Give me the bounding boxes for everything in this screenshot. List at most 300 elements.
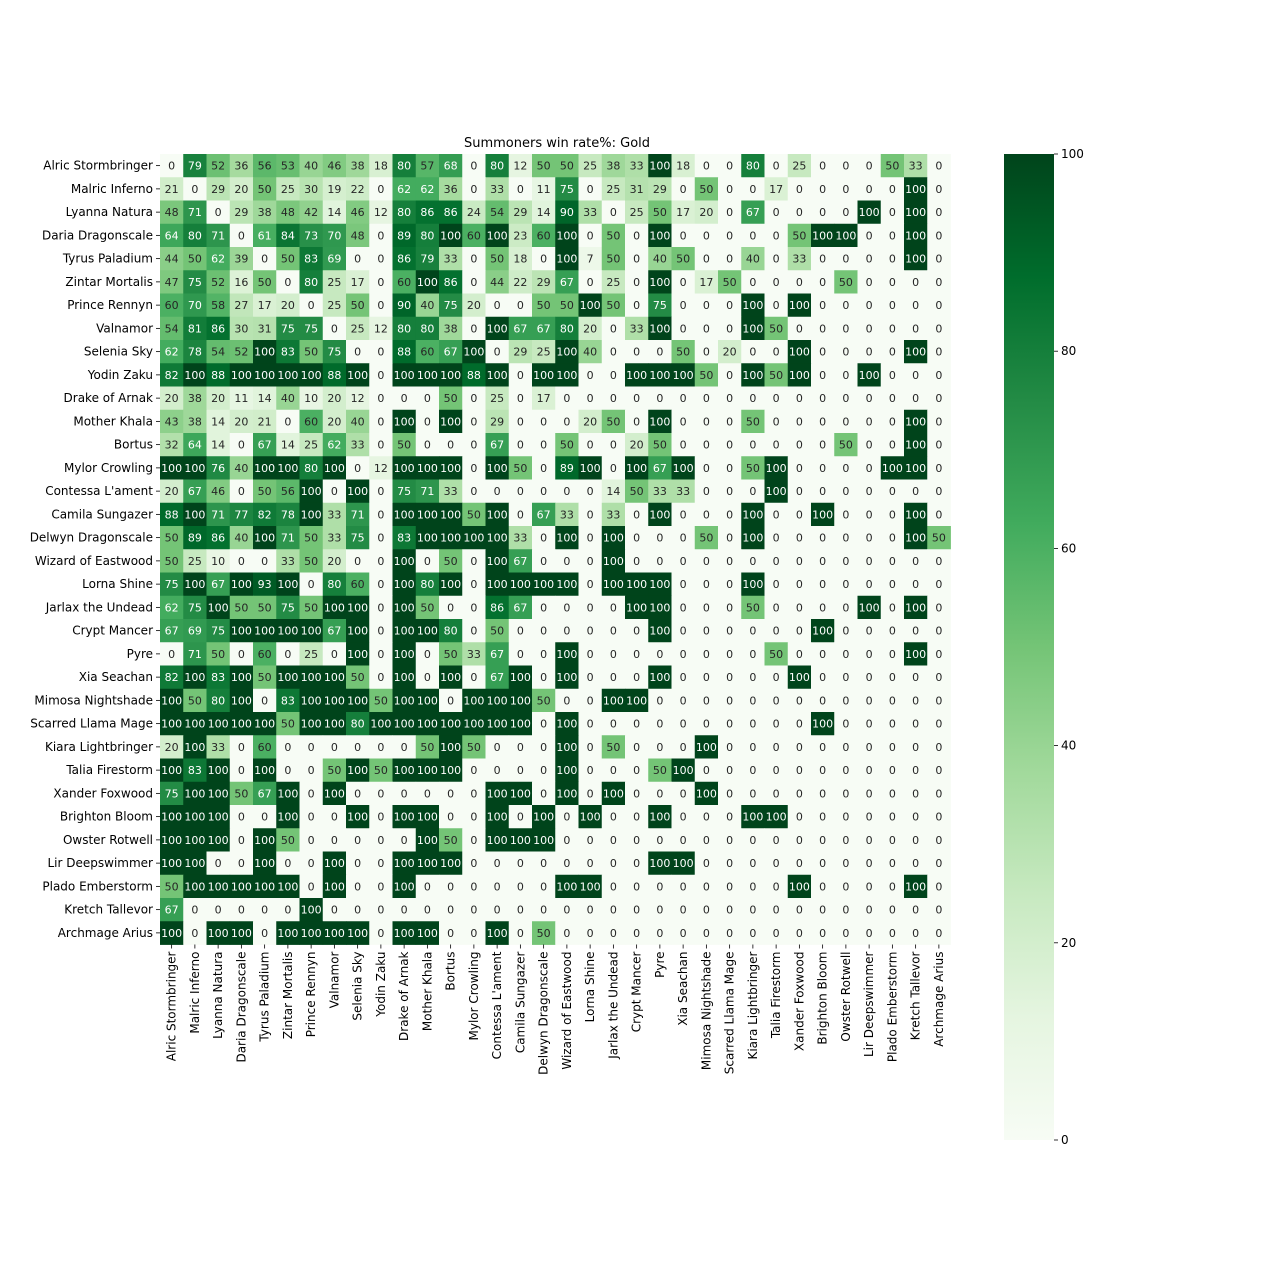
cell-value-label: 0	[307, 299, 315, 313]
column-label: Mylor Crowling	[466, 951, 481, 1041]
cell-value-label: 100	[626, 578, 648, 592]
cell-value-label: 60	[397, 275, 412, 289]
cell-value-label: 0	[470, 415, 478, 429]
cell-value-label: 100	[486, 531, 508, 545]
cell-value-label: 50	[629, 485, 644, 499]
cell-value-label: 100	[207, 601, 229, 615]
cell-value-label: 0	[912, 368, 920, 382]
cell-value-label: 88	[327, 368, 342, 382]
cell-value-label: 100	[742, 810, 764, 824]
cell-value-label: 100	[509, 787, 531, 801]
cell-value-label: 0	[261, 810, 269, 824]
cell-value-label: 0	[865, 438, 873, 452]
cell-value-label: 0	[819, 345, 827, 359]
cell-value-label: 100	[347, 601, 369, 615]
cell-value-label: 0	[749, 857, 757, 871]
cell-value-label: 33	[513, 531, 528, 545]
cell-value-label: 0	[377, 182, 385, 196]
cell-value-label: 0	[586, 275, 594, 289]
cell-value-label: 0	[470, 903, 478, 917]
cell-value-label: 50	[443, 554, 458, 568]
cell-value-label: 80	[327, 578, 342, 592]
cell-value-label: 64	[164, 229, 179, 243]
cell-value-label: 0	[749, 438, 757, 452]
cell-value-label: 100	[300, 717, 322, 731]
heatmap-cells	[160, 154, 951, 945]
cell-value-label: 76	[211, 461, 226, 475]
cell-value-label: 0	[330, 833, 338, 847]
cell-value-label: 17	[699, 275, 714, 289]
cell-value-label: 100	[649, 322, 671, 336]
cell-value-label: 0	[586, 671, 594, 685]
cell-value-label: 0	[935, 159, 943, 173]
cell-value-label: 100	[579, 810, 601, 824]
cell-value-label: 100	[486, 322, 508, 336]
cell-value-label: 0	[912, 833, 920, 847]
cell-value-label: 100	[230, 717, 252, 731]
cell-value-label: 0	[516, 485, 524, 499]
cell-value-label: 33	[327, 508, 342, 522]
cell-value-label: 0	[679, 833, 687, 847]
cell-value-label: 0	[935, 717, 943, 731]
cell-value-label: 0	[935, 647, 943, 661]
cell-value-label: 0	[609, 601, 617, 615]
cell-value-label: 0	[888, 880, 896, 894]
cell-value-label: 100	[905, 182, 927, 196]
cell-value-label: 0	[935, 694, 943, 708]
cell-value-label: 0	[470, 880, 478, 894]
cell-value-label: 0	[865, 926, 873, 940]
cell-value-label: 12	[373, 322, 388, 336]
cell-value-label: 0	[609, 392, 617, 406]
column-label: Bortus	[443, 951, 458, 991]
cell-value-label: 0	[261, 903, 269, 917]
cell-value-label: 100	[463, 717, 485, 731]
cell-value-label: 100	[742, 531, 764, 545]
cell-value-label: 0	[354, 903, 362, 917]
cell-value-label: 0	[888, 392, 896, 406]
cell-value-label: 0	[912, 485, 920, 499]
cell-value-label: 0	[586, 601, 594, 615]
cell-value-label: 0	[702, 461, 710, 475]
cell-value-label: 0	[749, 880, 757, 894]
cell-value-label: 0	[795, 740, 803, 754]
cell-value-label: 84	[280, 229, 295, 243]
cell-value-label: 100	[556, 880, 578, 894]
cell-value-label: 0	[795, 531, 803, 545]
cell-value-label: 0	[888, 275, 896, 289]
cell-value-label: 48	[164, 206, 179, 220]
cell-value-label: 50	[745, 601, 760, 615]
cell-value-label: 0	[819, 926, 827, 940]
cell-value-label: 0	[935, 299, 943, 313]
cell-value-label: 0	[702, 857, 710, 871]
cell-value-label: 21	[257, 415, 272, 429]
cell-value-label: 0	[702, 578, 710, 592]
cell-value-label: 0	[842, 671, 850, 685]
cell-value-label: 0	[284, 740, 292, 754]
cell-value-label: 0	[795, 392, 803, 406]
cell-value-label: 86	[211, 322, 226, 336]
cell-value-label: 82	[257, 508, 272, 522]
cell-value-label: 0	[586, 508, 594, 522]
cell-value-label: 0	[865, 810, 873, 824]
cell-value-label: 75	[187, 601, 202, 615]
cell-value-label: 0	[842, 624, 850, 638]
row-label: Wizard of Eastwood	[34, 553, 153, 568]
cell-value-label: 50	[257, 671, 272, 685]
cell-value-label: 0	[772, 880, 780, 894]
cell-value-label: 0	[888, 740, 896, 754]
cell-value-label: 100	[230, 624, 252, 638]
cell-value-label: 54	[490, 206, 505, 220]
cell-value-label: 50	[699, 182, 714, 196]
cell-value-label: 100	[161, 694, 183, 708]
cell-value-label: 100	[393, 694, 415, 708]
column-label: Wizard of Eastwood	[559, 951, 574, 1070]
cell-value-label: 25	[350, 322, 365, 336]
cell-value-label: 0	[888, 322, 896, 336]
cell-value-label: 0	[633, 624, 641, 638]
cell-value-label: 56	[280, 485, 295, 499]
cell-value-label: 0	[888, 694, 896, 708]
cell-value-label: 0	[842, 392, 850, 406]
cell-value-label: 50	[164, 554, 179, 568]
column-label: Alric Stormbringer	[164, 951, 179, 1062]
cell-value-label: 0	[191, 182, 199, 196]
cell-value-label: 24	[466, 206, 481, 220]
cell-value-label: 33	[908, 159, 923, 173]
cell-value-label: 0	[865, 578, 873, 592]
cell-value-label: 0	[516, 368, 524, 382]
cell-value-label: 73	[304, 229, 319, 243]
cell-value-label: 80	[420, 229, 435, 243]
cell-value-label: 0	[377, 368, 385, 382]
cell-value-label: 0	[935, 624, 943, 638]
cell-value-label: 0	[772, 159, 780, 173]
cell-value-label: 50	[559, 159, 574, 173]
cell-value-label: 0	[888, 671, 896, 685]
cell-value-label: 20	[164, 740, 179, 754]
column-label: Jarlax the Undead	[606, 951, 621, 1059]
cell-value-label: 100	[486, 508, 508, 522]
cell-value-label: 25	[280, 182, 295, 196]
row-label: Mother Khala	[73, 414, 153, 429]
cell-value-label: 33	[443, 252, 458, 266]
cell-value-label: 0	[795, 461, 803, 475]
cell-value-label: 0	[842, 159, 850, 173]
cell-value-label: 0	[795, 438, 803, 452]
cell-value-label: 100	[393, 717, 415, 731]
cell-value-label: 0	[888, 857, 896, 871]
cell-value-label: 38	[350, 159, 365, 173]
cell-value-label: 40	[304, 159, 319, 173]
cell-value-label: 0	[330, 740, 338, 754]
cell-value-label: 80	[443, 624, 458, 638]
cell-value-label: 0	[935, 601, 943, 615]
cell-value-label: 100	[742, 322, 764, 336]
cell-value-label: 42	[304, 206, 319, 220]
cell-value-label: 30	[234, 322, 249, 336]
column-label: Yodin Zaku	[373, 951, 388, 1017]
column-label: Scarred Llama Mage	[722, 951, 737, 1075]
cell-value-label: 0	[656, 740, 664, 754]
cell-value-label: 100	[393, 857, 415, 871]
cell-value-label: 100	[788, 368, 810, 382]
cell-value-label: 0	[237, 764, 245, 778]
cell-value-label: 100	[323, 717, 345, 731]
cell-value-label: 0	[702, 880, 710, 894]
cell-value-label: 0	[795, 903, 803, 917]
cell-value-label: 100	[440, 229, 462, 243]
cell-value-label: 0	[888, 182, 896, 196]
cell-value-label: 0	[888, 787, 896, 801]
cell-value-label: 0	[772, 903, 780, 917]
cell-value-label: 0	[842, 531, 850, 545]
cell-value-label: 100	[230, 368, 252, 382]
cell-value-label: 0	[470, 624, 478, 638]
cell-value-label: 0	[470, 857, 478, 871]
cell-value-label: 20	[327, 554, 342, 568]
cell-value-label: 0	[307, 810, 315, 824]
cell-value-label: 0	[354, 740, 362, 754]
cell-value-label: 60	[164, 299, 179, 313]
cell-value-label: 0	[772, 926, 780, 940]
cell-value-label: 78	[187, 345, 202, 359]
cell-value-label: 100	[184, 857, 206, 871]
cell-value-label: 0	[377, 903, 385, 917]
cell-value-label: 18	[373, 159, 388, 173]
cell-value-label: 21	[164, 182, 179, 196]
cell-value-label: 0	[470, 275, 478, 289]
cell-value-label: 14	[211, 415, 226, 429]
cell-value-label: 100	[440, 740, 462, 754]
cell-value-label: 0	[470, 554, 478, 568]
cell-value-label: 100	[905, 252, 927, 266]
cell-value-label: 38	[606, 159, 621, 173]
cell-value-label: 0	[772, 206, 780, 220]
cell-value-label: 100	[254, 857, 276, 871]
cell-value-label: 100	[323, 880, 345, 894]
cell-value-label: 0	[795, 601, 803, 615]
cell-value-label: 0	[772, 578, 780, 592]
cell-value-label: 100	[463, 345, 485, 359]
cell-value-label: 0	[679, 322, 687, 336]
cell-value-label: 100	[230, 926, 252, 940]
cell-value-label: 100	[207, 880, 229, 894]
cell-value-label: 40	[280, 392, 295, 406]
cell-value-label: 0	[795, 833, 803, 847]
cell-value-label: 100	[416, 508, 438, 522]
cell-value-label: 33	[466, 647, 481, 661]
cell-value-label: 0	[423, 903, 431, 917]
cell-value-label: 100	[649, 578, 671, 592]
cell-value-label: 100	[440, 717, 462, 731]
cell-value-label: 0	[888, 647, 896, 661]
cell-value-label: 0	[795, 206, 803, 220]
cell-value-label: 50	[536, 299, 551, 313]
cell-value-label: 62	[420, 182, 435, 196]
cell-value-label: 0	[865, 671, 873, 685]
cell-value-label: 50	[257, 182, 272, 196]
cell-value-label: 0	[493, 485, 501, 499]
cell-value-label: 0	[423, 647, 431, 661]
cell-value-label: 0	[819, 275, 827, 289]
cell-value-label: 86	[211, 531, 226, 545]
cell-value-label: 0	[609, 903, 617, 917]
cell-value-label: 0	[377, 810, 385, 824]
cell-value-label: 0	[609, 345, 617, 359]
cell-value-label: 80	[211, 694, 226, 708]
cell-value-label: 0	[307, 857, 315, 871]
cell-value-label: 67	[211, 578, 226, 592]
cell-value-label: 0	[563, 694, 571, 708]
cell-value-label: 100	[300, 903, 322, 917]
cell-value-label: 40	[234, 461, 249, 475]
cell-value-label: 0	[819, 601, 827, 615]
cell-value-label: 20	[699, 206, 714, 220]
cell-value-label: 0	[540, 647, 548, 661]
cell-value-label: 0	[842, 857, 850, 871]
cell-value-label: 0	[726, 182, 734, 196]
row-label: Lorna Shine	[82, 577, 153, 592]
cell-value-label: 40	[234, 531, 249, 545]
cell-value-label: 100	[649, 810, 671, 824]
cell-value-label: 100	[277, 926, 299, 940]
row-label: Lyanna Natura	[65, 205, 153, 220]
cell-value-label: 0	[563, 926, 571, 940]
cell-value-label: 0	[493, 299, 501, 313]
cell-value-label: 0	[912, 903, 920, 917]
cell-value-label: 46	[327, 159, 342, 173]
cell-value-label: 33	[652, 485, 667, 499]
cell-value-label: 67	[327, 624, 342, 638]
cell-value-label: 0	[795, 508, 803, 522]
cell-value-label: 31	[257, 322, 272, 336]
cell-value-label: 0	[912, 392, 920, 406]
cell-value-label: 100	[858, 601, 880, 615]
cell-value-label: 0	[726, 368, 734, 382]
cell-value-label: 50	[676, 252, 691, 266]
cell-value-label: 30	[304, 182, 319, 196]
cell-value-label: 0	[726, 857, 734, 871]
cell-value-label: 88	[397, 345, 412, 359]
cell-value-label: 0	[633, 717, 641, 731]
cell-value-label: 0	[726, 694, 734, 708]
cell-value-label: 50	[420, 740, 435, 754]
cell-value-label: 0	[749, 392, 757, 406]
cell-value-label: 0	[749, 671, 757, 685]
cell-value-label: 0	[819, 578, 827, 592]
cell-value-label: 0	[679, 438, 687, 452]
column-label: Kretch Tallevor	[908, 951, 923, 1041]
cell-value-label: 100	[184, 740, 206, 754]
cell-value-label: 100	[207, 810, 229, 824]
cell-value-label: 29	[652, 182, 667, 196]
cell-value-label: 100	[812, 717, 834, 731]
cell-value-label: 100	[486, 461, 508, 475]
cell-value-label: 0	[307, 787, 315, 801]
cell-value-label: 33	[629, 322, 644, 336]
cell-value-label: 0	[586, 229, 594, 243]
cell-value-label: 0	[609, 810, 617, 824]
row-labels	[30, 159, 160, 940]
cell-value-label: 0	[795, 578, 803, 592]
cell-value-label: 80	[559, 322, 574, 336]
cell-value-label: 100	[184, 880, 206, 894]
cell-value-label: 67	[490, 438, 505, 452]
cell-value-label: 0	[865, 903, 873, 917]
cell-value-label: 0	[842, 764, 850, 778]
cell-value-label: 0	[656, 787, 664, 801]
cell-value-label: 29	[513, 345, 528, 359]
cell-value-label: 0	[702, 415, 710, 429]
cell-value-label: 0	[586, 438, 594, 452]
cell-value-label: 68	[443, 159, 458, 173]
cell-value-label: 100	[486, 229, 508, 243]
cell-value-label: 0	[912, 787, 920, 801]
cell-value-label: 100	[161, 926, 183, 940]
cell-value-label: 0	[842, 368, 850, 382]
cell-value-label: 0	[726, 322, 734, 336]
cell-value-label: 0	[819, 392, 827, 406]
cell-value-label: 100	[626, 368, 648, 382]
cell-value-label: 0	[702, 903, 710, 917]
cell-value-label: 0	[284, 415, 292, 429]
cell-value-label: 0	[865, 880, 873, 894]
cell-value-label: 0	[633, 415, 641, 429]
cell-value-label: 50	[606, 252, 621, 266]
cell-value-label: 14	[327, 206, 342, 220]
cell-value-label: 0	[633, 810, 641, 824]
cell-value-label: 33	[327, 531, 342, 545]
cell-value-label: 0	[284, 903, 292, 917]
cell-value-label: 100	[509, 833, 531, 847]
cell-value-label: 0	[656, 903, 664, 917]
cell-value-label: 86	[420, 206, 435, 220]
cell-value-label: 100	[556, 578, 578, 592]
cell-value-label: 0	[749, 903, 757, 917]
cell-value-label: 46	[350, 206, 365, 220]
cell-value-label: 0	[679, 903, 687, 917]
cell-value-label: 0	[726, 206, 734, 220]
cell-value-label: 50	[234, 601, 249, 615]
cell-value-label: 83	[211, 671, 226, 685]
cell-value-label: 0	[819, 764, 827, 778]
cell-value-label: 0	[842, 485, 850, 499]
cell-value-label: 0	[656, 647, 664, 661]
cell-value-label: 89	[559, 461, 574, 475]
cell-value-label: 56	[257, 159, 272, 173]
cell-value-label: 33	[211, 740, 226, 754]
cell-value-label: 0	[516, 880, 524, 894]
cell-value-label: 100	[347, 694, 369, 708]
cell-value-label: 100	[533, 833, 555, 847]
cell-value-label: 0	[726, 764, 734, 778]
cell-value-label: 0	[702, 833, 710, 847]
cell-value-label: 0	[865, 252, 873, 266]
cell-value-label: 100	[649, 508, 671, 522]
cell-value-label: 0	[865, 694, 873, 708]
cell-value-label: 0	[237, 229, 245, 243]
cell-value-label: 0	[865, 857, 873, 871]
cell-value-label: 0	[237, 903, 245, 917]
cell-value-label: 100	[184, 461, 206, 475]
cell-value-label: 67	[164, 903, 179, 917]
cell-value-label: 33	[559, 508, 574, 522]
row-label: Daria Dragonscale	[41, 228, 153, 243]
cell-value-label: 50	[327, 764, 342, 778]
